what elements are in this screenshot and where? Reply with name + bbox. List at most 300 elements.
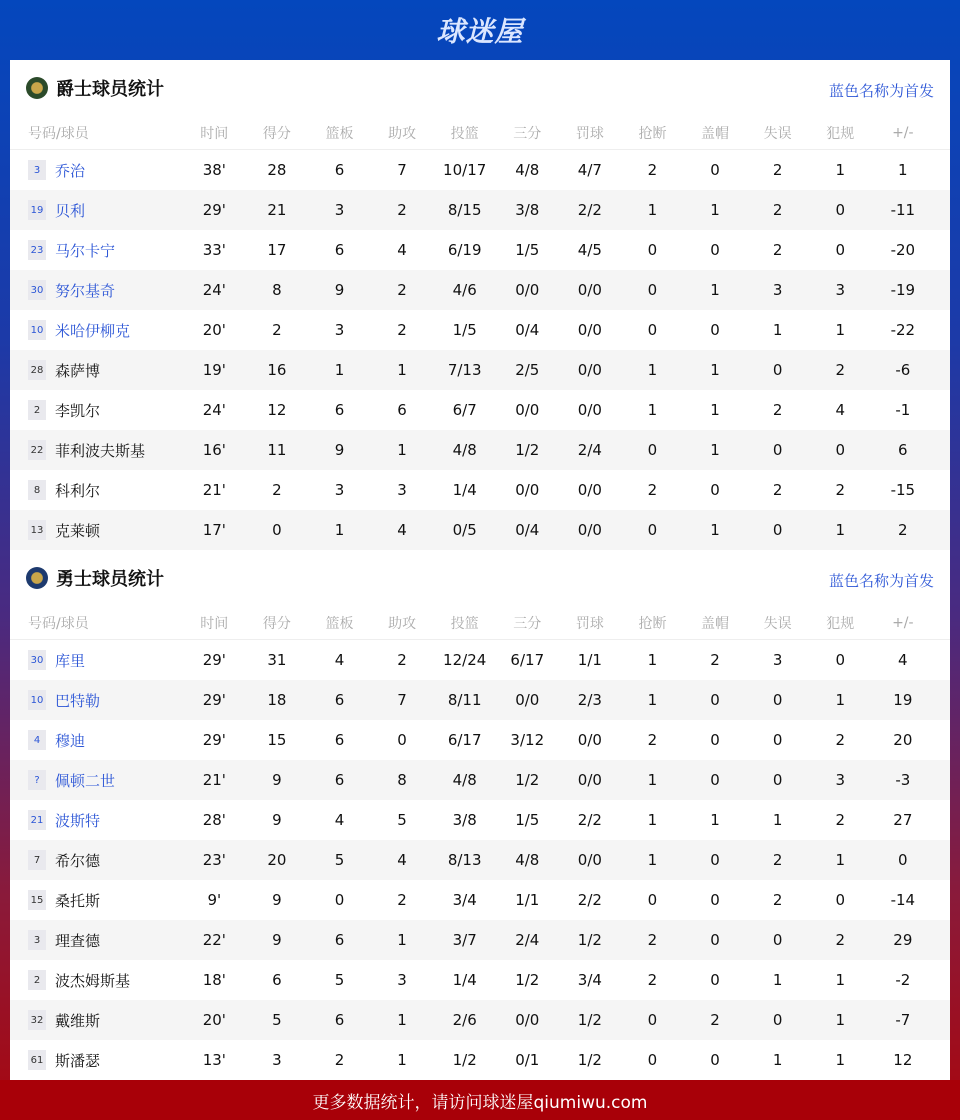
- player-row[interactable]: [10, 1000, 950, 1040]
- stats-card: [10, 60, 950, 1080]
- stat-cell: 1/5: [515, 241, 540, 259]
- jersey-number: 30: [28, 650, 46, 670]
- stat-cell: 1/2: [577, 1051, 602, 1069]
- stat-cell: 0: [647, 321, 658, 339]
- stat-cell: 19': [202, 361, 226, 379]
- column-header[interactable]: 号码/球员: [28, 125, 89, 142]
- stat-cell: 1: [397, 361, 407, 379]
- player-name[interactable]: 桑托斯: [55, 891, 101, 910]
- stat-cell: 6: [334, 161, 345, 179]
- table-header: [10, 116, 950, 150]
- stat-cell: 29: [893, 931, 913, 949]
- stat-cell: 0/0: [577, 771, 602, 789]
- stat-cell: 0/0: [515, 401, 540, 419]
- column-header[interactable]: 犯规: [826, 125, 855, 142]
- stat-cell: 2: [772, 241, 783, 259]
- stat-cell: 1/1: [515, 891, 540, 909]
- stat-cell: 2: [397, 651, 407, 669]
- stat-cell: 4: [397, 851, 407, 869]
- player-cell: [10, 690, 183, 711]
- stat-cell: 3: [334, 201, 345, 219]
- player-name[interactable]: 理查德: [55, 931, 101, 950]
- stat-cell: 1: [710, 281, 720, 299]
- stat-cell: 0/0: [577, 481, 602, 499]
- stat-cell: 19: [893, 691, 913, 709]
- stat-cell: 29': [202, 731, 226, 749]
- stat-cell: -20: [890, 241, 916, 259]
- stat-cell: 7: [397, 691, 407, 709]
- stat-cell: 29': [202, 651, 226, 669]
- stat-cell: 1: [835, 521, 845, 539]
- player-name[interactable]: 科利尔: [55, 481, 101, 500]
- stat-cell: 28': [202, 811, 226, 829]
- stat-cell: 31: [267, 651, 287, 669]
- stat-cell: 1: [835, 971, 845, 989]
- player-row[interactable]: [10, 310, 950, 350]
- stat-cell: 4/8: [515, 851, 540, 869]
- stat-cell: 0: [647, 241, 658, 259]
- stat-cell: 0: [710, 931, 720, 949]
- stat-cell: 6/19: [447, 241, 482, 259]
- player-row[interactable]: [10, 510, 950, 550]
- stat-cell: 2/3: [577, 691, 602, 709]
- stat-cell: 9: [272, 811, 282, 829]
- stat-cell: 0/0: [577, 851, 602, 869]
- column-header[interactable]: 盖帽: [701, 125, 730, 142]
- stat-cell: 1: [772, 1051, 783, 1069]
- stat-cell: 2: [835, 731, 845, 749]
- stat-cell: 2: [272, 481, 282, 499]
- stat-cell: 18': [202, 971, 226, 989]
- column-header[interactable]: 号码/球员: [28, 615, 89, 632]
- stat-cell: 2/2: [577, 201, 602, 219]
- stat-cell: 0: [710, 161, 720, 179]
- stat-cell: 0: [710, 1051, 720, 1069]
- stat-cell: 18: [267, 691, 287, 709]
- player-row[interactable]: [10, 1040, 950, 1080]
- stat-cell: 21': [202, 771, 226, 789]
- stat-cell: 0/4: [515, 321, 540, 339]
- stat-cell: 3: [772, 651, 783, 669]
- column-header[interactable]: 助攻: [388, 615, 417, 632]
- player-row[interactable]: [10, 350, 950, 390]
- player-cell: [10, 890, 183, 911]
- stat-cell: 1: [397, 1011, 407, 1029]
- stat-cell: 1: [334, 361, 345, 379]
- player-row[interactable]: [10, 880, 950, 920]
- column-header[interactable]: 得分: [262, 125, 291, 142]
- stat-cell: 3/7: [452, 931, 477, 949]
- stat-cell: 0: [772, 931, 783, 949]
- stat-cell: 1/2: [452, 1051, 477, 1069]
- jersey-number: 2: [28, 400, 46, 420]
- column-header[interactable]: +/-: [892, 124, 914, 141]
- player-row[interactable]: [10, 470, 950, 510]
- jersey-number: 13: [28, 520, 46, 540]
- stat-cell: 4: [898, 651, 908, 669]
- player-cell: [10, 280, 183, 301]
- jersey-number: 3: [28, 160, 46, 180]
- stat-cell: 1/4: [452, 481, 477, 499]
- team-logo-icon: [26, 77, 48, 99]
- stat-cell: 9: [272, 891, 282, 909]
- stat-cell: 0/0: [515, 1011, 540, 1029]
- stat-cell: 4: [835, 401, 845, 419]
- stat-cell: 0: [710, 891, 720, 909]
- stat-cell: 3: [397, 481, 407, 499]
- stat-cell: 0: [835, 201, 845, 219]
- stat-cell: 2: [772, 161, 783, 179]
- column-header[interactable]: 投篮: [450, 125, 479, 142]
- player-row[interactable]: [10, 430, 950, 470]
- player-row[interactable]: [10, 720, 950, 760]
- player-row[interactable]: [10, 960, 950, 1000]
- stat-cell: 1: [772, 811, 783, 829]
- player-row[interactable]: [10, 390, 950, 430]
- stat-cell: 2/5: [515, 361, 540, 379]
- table-header: [10, 606, 950, 640]
- stat-cell: 24': [202, 281, 226, 299]
- player-cell: [10, 1050, 183, 1071]
- stat-cell: 2: [647, 481, 658, 499]
- stat-cell: 1: [835, 321, 845, 339]
- stat-cell: 5: [334, 971, 345, 989]
- player-name[interactable]: 李凯尔: [55, 401, 101, 420]
- stat-cell: 2: [647, 161, 658, 179]
- stat-cell: 2/4: [515, 931, 540, 949]
- stat-cell: 0: [647, 1051, 658, 1069]
- jersey-number: 3: [28, 930, 46, 950]
- stat-cell: 4: [334, 651, 345, 669]
- stat-cell: 15: [267, 731, 287, 749]
- stat-cell: 2: [397, 201, 407, 219]
- player-row[interactable]: [10, 190, 950, 230]
- stat-cell: 2/4: [577, 441, 602, 459]
- stat-cell: 6/17: [510, 651, 545, 669]
- stat-cell: 2: [835, 811, 845, 829]
- team-title: 勇士球员统计: [56, 569, 164, 590]
- stat-cell: 3: [272, 1051, 282, 1069]
- stat-cell: 3/8: [515, 201, 540, 219]
- player-name[interactable]: 波杰姆斯基: [55, 971, 131, 990]
- player-name[interactable]: 菲利波夫斯基: [55, 441, 146, 460]
- stat-cell: 3/4: [452, 891, 477, 909]
- jersey-number: 32: [28, 1010, 46, 1030]
- column-header[interactable]: 助攻: [388, 125, 417, 142]
- player-cell: [10, 1010, 183, 1031]
- stat-cell: 1: [647, 771, 658, 789]
- player-row[interactable]: [10, 150, 950, 190]
- column-header[interactable]: 三分: [513, 615, 542, 632]
- stat-cell: 6: [334, 931, 345, 949]
- stat-cell: 1/2: [515, 441, 540, 459]
- column-header[interactable]: 投篮: [450, 615, 479, 632]
- stat-cell: 0: [772, 361, 783, 379]
- stat-cell: 17: [267, 241, 287, 259]
- player-cell: [10, 400, 183, 421]
- player-name[interactable]: 波斯特: [55, 811, 101, 830]
- stat-cell: 1: [710, 361, 720, 379]
- player-row[interactable]: [10, 800, 950, 840]
- player-row[interactable]: [10, 840, 950, 880]
- stat-cell: 0: [710, 321, 720, 339]
- stat-cell: 22': [202, 931, 226, 949]
- player-name[interactable]: 乔治: [55, 161, 86, 180]
- stat-cell: 2: [397, 891, 407, 909]
- stat-cell: 28: [267, 161, 287, 179]
- player-cell: [10, 850, 183, 871]
- stat-cell: 0: [710, 771, 720, 789]
- stat-cell: 8/15: [447, 201, 482, 219]
- stat-cell: 1: [647, 401, 658, 419]
- stat-cell: 38': [202, 161, 226, 179]
- stat-cell: 8: [272, 281, 282, 299]
- column-header[interactable]: 抢断: [638, 125, 667, 142]
- stat-cell: 0: [835, 651, 845, 669]
- stat-cell: 3: [835, 771, 845, 789]
- stat-cell: 0: [710, 851, 720, 869]
- stat-cell: 2/2: [577, 891, 602, 909]
- stat-cell: 9': [207, 891, 222, 909]
- stat-cell: 0/1: [515, 1051, 540, 1069]
- stat-cell: -22: [890, 321, 916, 339]
- column-header[interactable]: 失误: [763, 615, 792, 632]
- team-section: [10, 550, 950, 1080]
- stat-cell: 8/13: [447, 851, 482, 869]
- section-title: [10, 550, 950, 606]
- stat-cell: 0: [710, 971, 720, 989]
- stat-cell: 1: [397, 931, 407, 949]
- stat-cell: 1/2: [577, 931, 602, 949]
- stat-cell: 0: [898, 851, 908, 869]
- stat-cell: 4/8: [515, 161, 540, 179]
- player-name[interactable]: 斯潘瑟: [55, 1051, 101, 1070]
- player-name[interactable]: 贝利: [55, 201, 86, 220]
- stat-cell: 2: [397, 281, 407, 299]
- stat-cell: 0/0: [515, 691, 540, 709]
- player-cell: [10, 970, 183, 991]
- column-header[interactable]: 罚球: [575, 125, 604, 142]
- stat-cell: 12: [893, 1051, 913, 1069]
- stat-cell: 1: [647, 851, 658, 869]
- player-name[interactable]: 巴特勒: [55, 691, 101, 710]
- stat-cell: 0: [710, 481, 720, 499]
- jersey-number: 10: [28, 690, 46, 710]
- team-section: [10, 60, 950, 550]
- stat-cell: 23': [202, 851, 226, 869]
- stat-cell: 0/0: [577, 731, 602, 749]
- player-cell: [10, 480, 183, 501]
- stat-cell: 0/0: [577, 361, 602, 379]
- stat-cell: 1/2: [515, 971, 540, 989]
- stat-cell: 13': [202, 1051, 226, 1069]
- team-logo-icon: [26, 567, 48, 589]
- stat-cell: -15: [890, 481, 916, 499]
- stat-cell: 0: [772, 731, 783, 749]
- stat-cell: 24': [202, 401, 226, 419]
- column-header[interactable]: 罚球: [575, 615, 604, 632]
- stat-cell: 1: [647, 651, 658, 669]
- stat-cell: 1/2: [515, 771, 540, 789]
- stat-cell: 1: [647, 691, 658, 709]
- stat-cell: 2: [772, 481, 783, 499]
- player-name[interactable]: 马尔卡宁: [55, 241, 116, 260]
- stat-cell: 21': [202, 481, 226, 499]
- column-header[interactable]: 失误: [763, 125, 792, 142]
- stat-cell: 0/0: [577, 321, 602, 339]
- stat-cell: 5: [334, 851, 345, 869]
- stat-cell: 11: [267, 441, 287, 459]
- stat-cell: 12: [267, 401, 287, 419]
- stat-cell: 2: [835, 931, 845, 949]
- stat-cell: 0: [835, 241, 845, 259]
- player-row[interactable]: [10, 640, 950, 680]
- stat-cell: 0: [772, 441, 783, 459]
- stat-cell: 5: [397, 811, 407, 829]
- jersey-number: ?: [28, 770, 46, 790]
- player-row[interactable]: [10, 760, 950, 800]
- player-name[interactable]: 戴维斯: [55, 1011, 101, 1030]
- stat-cell: 1: [710, 521, 720, 539]
- column-header[interactable]: 篮板: [325, 125, 354, 142]
- column-header[interactable]: 时间: [200, 615, 229, 632]
- jersey-number: 30: [28, 280, 46, 300]
- stat-cell: 0: [647, 521, 658, 539]
- stat-cell: -11: [890, 201, 916, 219]
- jersey-number: 22: [28, 440, 46, 460]
- player-name[interactable]: 米哈伊柳克: [55, 321, 131, 340]
- column-header[interactable]: 得分: [262, 615, 291, 632]
- stat-cell: 8: [397, 771, 407, 789]
- stat-cell: 0: [772, 771, 783, 789]
- player-cell: [10, 320, 183, 341]
- player-row[interactable]: [10, 680, 950, 720]
- column-header[interactable]: 犯规: [826, 615, 855, 632]
- stat-cell: 1: [835, 851, 845, 869]
- stat-cell: 0: [272, 521, 282, 539]
- player-row[interactable]: [10, 920, 950, 960]
- stat-cell: 2: [898, 521, 908, 539]
- stat-cell: 1: [334, 521, 345, 539]
- stat-cell: 2: [647, 731, 658, 749]
- stat-cell: 1: [835, 691, 845, 709]
- stat-cell: -3: [895, 771, 911, 789]
- stat-cell: 4: [334, 811, 345, 829]
- footer-banner[interactable]: 更多数据统计，请访问球迷屋qiumiwu.com: [0, 1080, 960, 1120]
- stat-cell: 1: [710, 811, 720, 829]
- stat-cell: 3: [772, 281, 783, 299]
- column-header[interactable]: 盖帽: [701, 615, 730, 632]
- stat-cell: -2: [895, 971, 911, 989]
- stat-cell: 20': [202, 321, 226, 339]
- stat-cell: 0: [710, 731, 720, 749]
- column-header[interactable]: +/-: [892, 614, 914, 631]
- section-title: [10, 60, 950, 116]
- stat-cell: 9: [334, 441, 345, 459]
- column-header[interactable]: 三分: [513, 125, 542, 142]
- stat-cell: 4: [397, 521, 407, 539]
- stat-cell: 0: [647, 441, 658, 459]
- player-name[interactable]: 穆迪: [55, 731, 86, 750]
- player-row[interactable]: [10, 270, 950, 310]
- player-name[interactable]: 森萨博: [55, 361, 101, 380]
- stat-cell: 0/0: [577, 401, 602, 419]
- stat-cell: 0: [647, 1011, 658, 1029]
- stat-cell: 2: [772, 891, 783, 909]
- player-name[interactable]: 希尔德: [55, 851, 101, 870]
- column-header[interactable]: 篮板: [325, 615, 354, 632]
- stat-cell: 6: [334, 691, 345, 709]
- stat-cell: 6: [272, 971, 282, 989]
- stat-cell: 2: [647, 931, 658, 949]
- stat-cell: 4: [397, 241, 407, 259]
- stat-cell: 0: [835, 441, 845, 459]
- stat-cell: 9: [272, 771, 282, 789]
- column-header[interactable]: 抢断: [638, 615, 667, 632]
- column-header[interactable]: 时间: [200, 125, 229, 142]
- stat-cell: 3: [835, 281, 845, 299]
- stat-cell: 0: [397, 731, 407, 749]
- stat-cell: 3/12: [510, 731, 545, 749]
- stat-cell: 6: [334, 1011, 345, 1029]
- jersey-number: 7: [28, 850, 46, 870]
- stat-cell: 0: [710, 691, 720, 709]
- stat-cell: 1/5: [452, 321, 477, 339]
- stat-cell: 2: [647, 971, 658, 989]
- player-cell: [10, 650, 183, 671]
- player-cell: [10, 810, 183, 831]
- stat-cell: 1: [835, 1051, 845, 1069]
- player-cell: [10, 930, 183, 951]
- stat-cell: 1: [772, 321, 783, 339]
- stat-cell: 1: [835, 161, 845, 179]
- stat-cell: 2: [772, 401, 783, 419]
- stat-cell: 0: [647, 281, 658, 299]
- stat-cell: 29': [202, 201, 226, 219]
- stat-cell: 6: [334, 241, 345, 259]
- stat-cell: 2: [397, 321, 407, 339]
- header-bar: [0, 0, 960, 60]
- stat-cell: 1: [647, 811, 658, 829]
- stat-cell: 6: [334, 731, 345, 749]
- stat-cell: -6: [895, 361, 911, 379]
- player-name[interactable]: 佩顿二世: [55, 771, 116, 790]
- stat-cell: 0: [647, 891, 658, 909]
- stat-cell: -19: [890, 281, 916, 299]
- stat-cell: 1: [647, 201, 658, 219]
- stat-cell: 3/8: [452, 811, 477, 829]
- stat-cell: 8/11: [447, 691, 482, 709]
- stat-cell: 6/7: [452, 401, 477, 419]
- player-name[interactable]: 库里: [55, 651, 86, 670]
- stat-cell: 21: [267, 201, 287, 219]
- stat-cell: 2/2: [577, 811, 602, 829]
- stat-cell: 7/13: [447, 361, 482, 379]
- stat-cell: 0: [772, 1011, 783, 1029]
- stat-cell: 17': [202, 521, 226, 539]
- stat-cell: 16': [202, 441, 226, 459]
- player-cell: [10, 440, 183, 461]
- stat-cell: -1: [895, 401, 911, 419]
- stat-cell: 0/4: [515, 521, 540, 539]
- stat-cell: 10/17: [443, 161, 487, 179]
- player-row[interactable]: [10, 230, 950, 270]
- stat-cell: 6: [334, 401, 345, 419]
- player-cell: [10, 160, 183, 181]
- player-name[interactable]: 克莱顿: [55, 521, 101, 540]
- jersey-number: 21: [28, 810, 46, 830]
- player-name[interactable]: 努尔基奇: [55, 281, 116, 300]
